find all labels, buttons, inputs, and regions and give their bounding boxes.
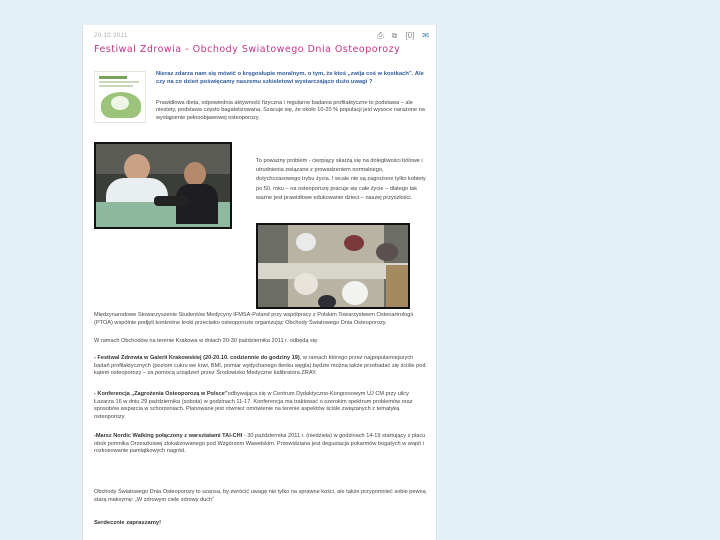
comments-icon[interactable]: [0] bbox=[405, 31, 415, 40]
event-festival-heading: - Festiwal Zdrowia w Galerii Krakowskiej (20-20.10. codziennie do godziny 19) bbox=[94, 355, 300, 361]
article-title: Festiwal Zdrowia - Obchody Światowego Dnia Osteoporozy bbox=[94, 44, 401, 55]
blood-pressure-photo bbox=[94, 142, 232, 229]
article-page bbox=[82, 25, 437, 540]
event-nordic-walking-text: - 30 października 2011 r. (niedziela) w godzinach 14-19 startujący z placu obok pomnika Orzeszkowej zlokalizowanego pod Wzgórzem Wawelskim. Przewidziana jest degustacja pokarmów bogatych w wapń i rozkosowanie pamiątkowych nagród. bbox=[94, 433, 426, 455]
event-conference-heading: - Konferencja „Zagrożenia Osteoporozą w Polsce” bbox=[94, 391, 228, 397]
article-meta-bar bbox=[94, 33, 429, 43]
share-icon[interactable]: ⧉ bbox=[391, 31, 398, 40]
print-icon[interactable]: ⎙ bbox=[377, 31, 384, 40]
event-item-festival bbox=[94, 355, 429, 378]
event-conference-text: odbywająca się w Centrum Dydaktyczno-Kongresowym UJ CM przy ulicy Łazarza 16 w dniu 29 października (sobota) w godzinach 11-17. Konferencja ma traktować o szerokim spektrum problemów oraz sposobów wsparcia w schorzeniach. Planowane jest również omówienie na terenie aspektów ściśle związanych z tematyką osteoporozy. bbox=[94, 391, 413, 420]
comments-count: 0 bbox=[407, 31, 413, 40]
event-festival-text: , w ramach którego przez najpopularniejszych badań profilaktycznych (poziom cukru we krwi, BMI, pomiar wydychanego tlenku węgla) będzie można także przebadać się ściśle pod kątem osteoporozy – za pomocą urządzeń przez Środowisko Medyczne kalibratora ZRAY. bbox=[94, 355, 426, 377]
mail-icon[interactable]: ✉ bbox=[422, 31, 429, 40]
article-closing-text: Obchody Światowego Dnia Osteoporozy to szansa, by zwrócić uwagę nie tylko na sprawne kości, ale także przypomnieć sobie pewną starą maksymę: „W zdrowym ciele zdrowy duch” bbox=[94, 489, 426, 503]
article-organizers-text: Międzynarodowe Stowarzyszenie Studentów Medycyny IFMSA-Poland przy współpracy z Polskim Towarzystwem Osteoartrologii (PTOA) wspólnie podjęli konkretne kroki przeciwko osteoporozie organizując Obchody Światowego Dnia Osteoporozy. bbox=[94, 312, 413, 326]
article-lead: Nieraz zdarza nam się mówić o kręgosłupie moralnym, o tym, że ktoś „zwija coś w kostkach”. Ale czy na co dzień poświęcamy naszemu szkieletowi wystarczająco dużo uwagi ? bbox=[156, 71, 424, 85]
event-item-nordic-walking bbox=[94, 433, 429, 456]
event-item-conference bbox=[94, 391, 429, 421]
screening-table-photo bbox=[256, 223, 410, 309]
article-problem-text: To poważny problem - cierpiący skarżą się na dolegliwości bólowe i utrudnienia związane z prowadzeniem normalnego, dotychczasowego trybu życia. I wcale nie są zagrożone tylko kobiety po 50. roku – na osteoporozę pracuje się całe życie – dlatego tak ważne jest prawidłowe edukowanie dzieci – naszej przyszłości. bbox=[256, 158, 426, 201]
article-signoff: Serdecznie zapraszamy! bbox=[94, 520, 162, 526]
article-events-intro: W ramach Obchodów na terenie Krakowa w dniach 20-30 października 2011 r. odbędą się: bbox=[94, 338, 319, 344]
event-leaflet-thumbnail bbox=[94, 71, 146, 123]
event-nordic-walking-heading: -Marsz Nordic Walking połączony z warsztatami TAI-CHI bbox=[94, 433, 243, 439]
article-date: 20.10.2011 bbox=[94, 33, 128, 39]
article-toolbar bbox=[377, 31, 429, 41]
article-intro: Prawidłowa dieta, odpowiednia aktywność fizyczna i regularne badania profilaktyczne to podstawa – ale niestety, podstawa często bagatelizowana. Szacuje się, że około 10-20 % populacji jest wysoce narażone na wystąpienie pełnoobjawowej osteoporozy. bbox=[156, 100, 425, 121]
